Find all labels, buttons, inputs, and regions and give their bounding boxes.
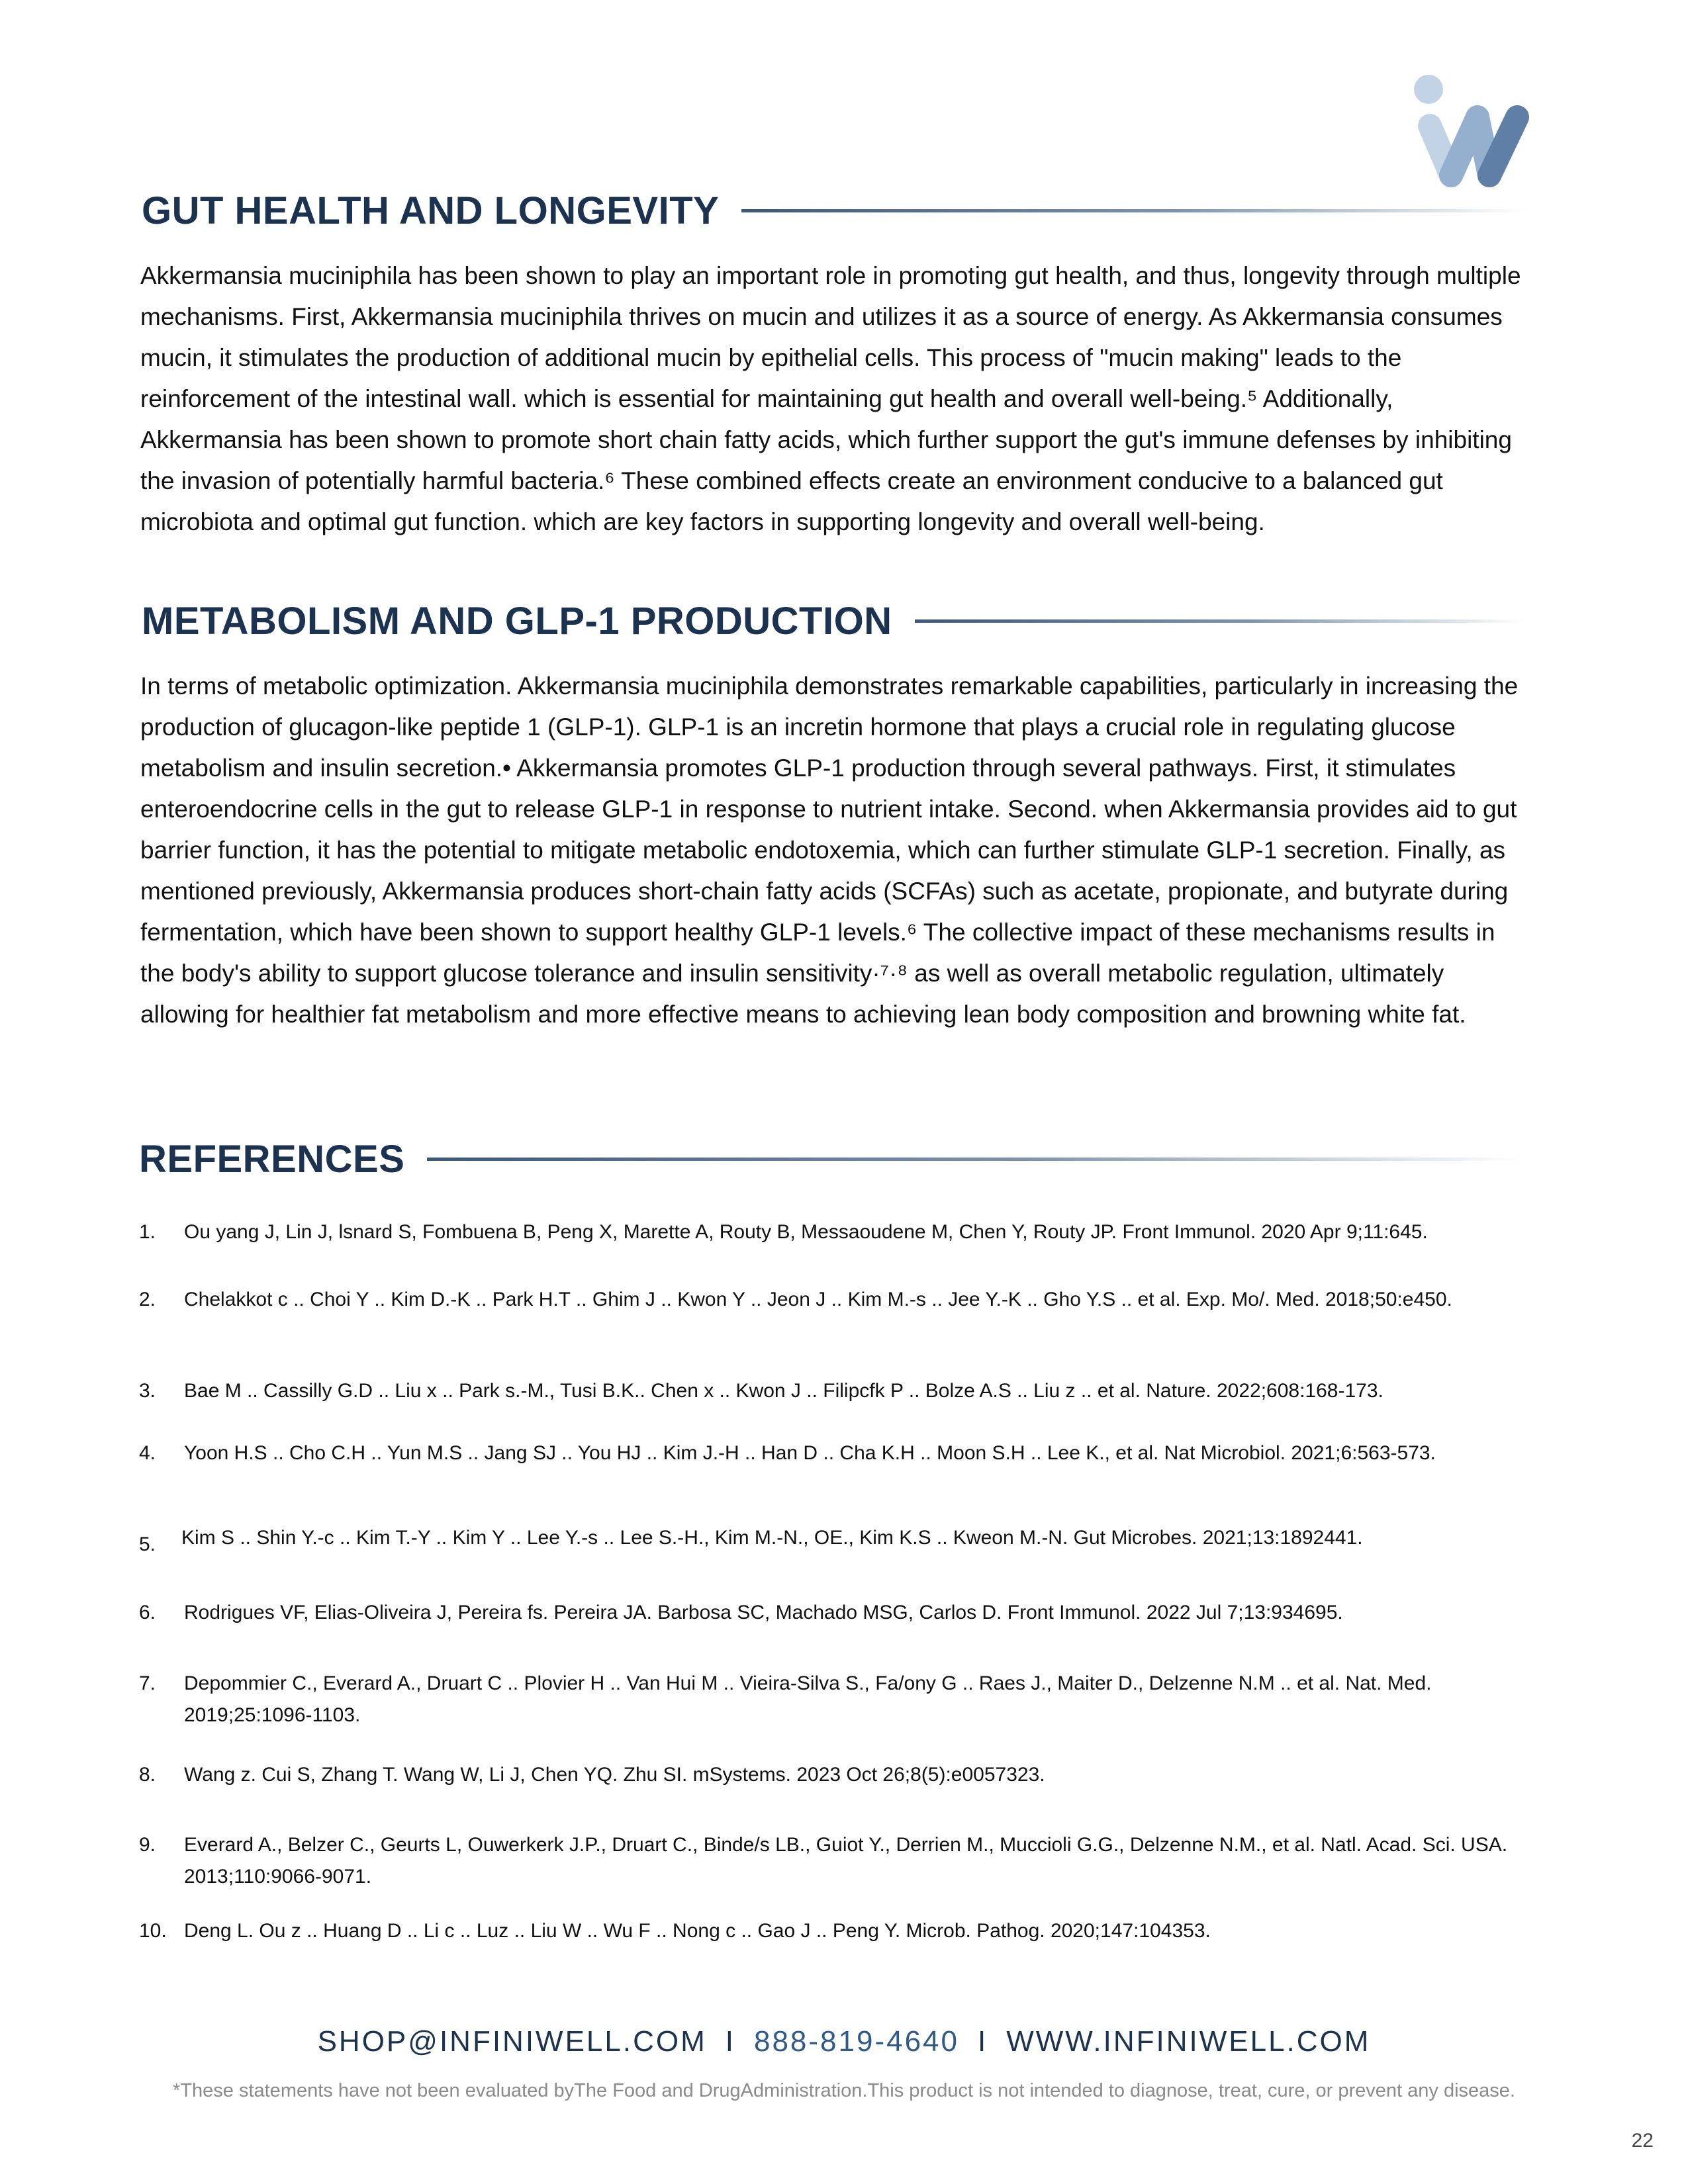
infiniwell-logo-icon xyxy=(1403,69,1536,192)
reference-text: Yoon H.S .. Cho C.H .. Yun M.S .. Jang SJ .. You HJ .. Kim J.-H .. Han D .. Cha K.H .. Moon S.H .. Lee K., et al. Nat Microbiol. 2021;6:563-573. xyxy=(184,1442,1436,1464)
section-title: GUT HEALTH AND LONGEVITY xyxy=(142,189,720,232)
reference-text: Deng L. Ou z .. Huang D .. Li c .. Luz .. Liu W .. Wu F .. Nong c .. Gao J .. Peng Y. Microb. Pathog. 2020;147:104353. xyxy=(184,1920,1211,1942)
website-link[interactable]: WWW.INFINIWELL.COM xyxy=(1006,2025,1371,2058)
section-heading-gut-health xyxy=(142,189,1525,233)
metabolism-paragraph: In terms of metabolic optimization. Akkermansia muciniphila demonstrates remarkable capabilities, particularly in increasing the production of glucagon-like peptide 1 (GLP-1). GLP-1 is an incretin hormone that plays a crucial role in regulating glucose metabolism and insulin secretion.• Akkermansia promotes GLP-1 production through several pathways. First, it stimulates enteroendocrine cells in the gut to release GLP-1 in response to nutrient intake. Second. when Akkermansia provides aid to gut barrier function, it has the potential to mitigate metabolic endotoxemia, which can further stimulate GLP-1 secretion. Finally, as mentioned previously, Akkermansia produces short-chain fatty acids (SCFAs) such as acetate, propionate, and butyrate during fermentation, which have been shown to support healthy GLP-1 levels.⁶ The collective impact of these mechanisms results in the body's ability to support glucose tolerance and insulin sensitivity·⁷·⁸ as well as overall metabolic regulation, ultimately allowing for healthier fat metabolism and more effective means to achieving lean body composition and browning white fat. xyxy=(140,672,1519,1028)
section-heading-references xyxy=(139,1137,1523,1181)
section-title: METABOLISM AND GLP-1 PRODUCTION xyxy=(142,600,892,643)
fda-disclaimer: *These statements have not been evaluated byThe Food and DrugAdministration.This product is not intended to diagnose, treat, cure, or prevent any disease. xyxy=(173,2080,1515,2101)
reference-number: 3. xyxy=(139,1380,156,1402)
reference-text: Kim S .. Shin Y.-c .. Kim T.-Y .. Kim Y .. Lee Y.-s .. Lee S.-H., Kim M.-N., OE., Kim K.S .. Kweon M.-N. Gut Microbes. 2021;13:1892441. xyxy=(181,1527,1363,1549)
phone-link[interactable]: 888-819-4640 xyxy=(753,2025,959,2058)
section-heading-metabolism xyxy=(142,599,1525,643)
reference-number: 6. xyxy=(139,1602,156,1623)
page-number: 22 xyxy=(1631,2130,1654,2152)
reference-text: Chelakkot c .. Choi Y .. Kim D.-K .. Park H.T .. Ghim J .. Kwon Y .. Jeon J .. Kim M.-s .. Jee Y.-K .. Gho Y.S .. et al. Exp. Mo/. Med. 2018;50:e450. xyxy=(184,1289,1452,1310)
reference-number: 2. xyxy=(139,1289,156,1310)
email-link[interactable]: SHOP@INFINIWELL.COM xyxy=(317,2025,707,2058)
reference-number: 1. xyxy=(139,1221,156,1243)
section-title: REFERENCES xyxy=(139,1138,405,1181)
reference-text: Bae M .. Cassilly G.D .. Liu x .. Park s.-M., Tusi B.K.. Chen x .. Kwon J .. Filipcfk P .. Bolze A.S .. Liu z .. et al. Nature. 2022;608:168-173. xyxy=(184,1380,1383,1402)
reference-text: Rodrigues VF, Elias-Oliveira J, Pereira fs. Pereira JA. Barbosa SC, Machado MSG, Carlos D. Front Immunol. 2022 Jul 7;13:934695. xyxy=(184,1602,1343,1623)
reference-number: 5. xyxy=(139,1533,156,1555)
heading-rule xyxy=(427,1158,1523,1161)
separator: I xyxy=(725,2025,735,2058)
contact-line xyxy=(0,2025,1688,2058)
reference-text: Ou yang J, Lin J, lsnard S, Fombuena B, Peng X, Marette A, Routy B, Messaoudene M, Chen Y, Routy JP. Front Immunol. 2020 Apr 9;11:645. xyxy=(184,1221,1428,1243)
reference-number: 4. xyxy=(139,1442,156,1464)
gut-health-paragraph: Akkermansia muciniphila has been shown to play an important role in promoting gut health, and thus, longevity through multiple mechanisms. First, Akkermansia muciniphila thrives on mucin and utilizes it as a source of energy. As Akkermansia consumes mucin, it stimulates the production of additional mucin by epithelial cells. This process of "mucin making" leads to the reinforcement of the intestinal wall. which is essential for maintaining gut health and overall well-being.⁵ Additionally, Akkermansia has been shown to promote short chain fatty acids, which further support the gut's immune defenses by inhibiting the invasion of potentially harmful bacteria.⁶ These combined effects create an environment conducive to a balanced gut microbiota and optimal gut function. which are key factors in supporting longevity and overall well-being. xyxy=(140,262,1521,535)
reference-number: 9. xyxy=(139,1834,156,1856)
heading-rule xyxy=(915,619,1525,623)
reference-number: 7. xyxy=(139,1672,156,1694)
reference-number: 10. xyxy=(139,1920,167,1942)
reference-text: Wang z. Cui S, Zhang T. Wang W, Li J, Chen YQ. Zhu SI. mSystems. 2023 Oct 26;8(5):e0057323. xyxy=(184,1764,1045,1786)
separator: I xyxy=(978,2025,988,2058)
reference-text: Depommier C., Everard A., Druart C .. Plovier H .. Van Hui M .. Vieira-Silva S., Fa/ony G .. Raes J., Maiter D., Delzenne N.M .. et al. Nat. Med. 2019;25:1096-1103. xyxy=(184,1672,1432,1726)
reference-text: Everard A., Belzer C., Geurts L, Ouwerkerk J.P., Druart C., Binde/s LB., Guiot Y., Derrien M., Muccioli G.G., Delzenne N.M., et al. Natl. Acad. Sci. USA. 2013;110:9066-9071. xyxy=(184,1834,1508,1888)
heading-rule xyxy=(741,209,1525,212)
reference-number: 8. xyxy=(139,1764,156,1786)
